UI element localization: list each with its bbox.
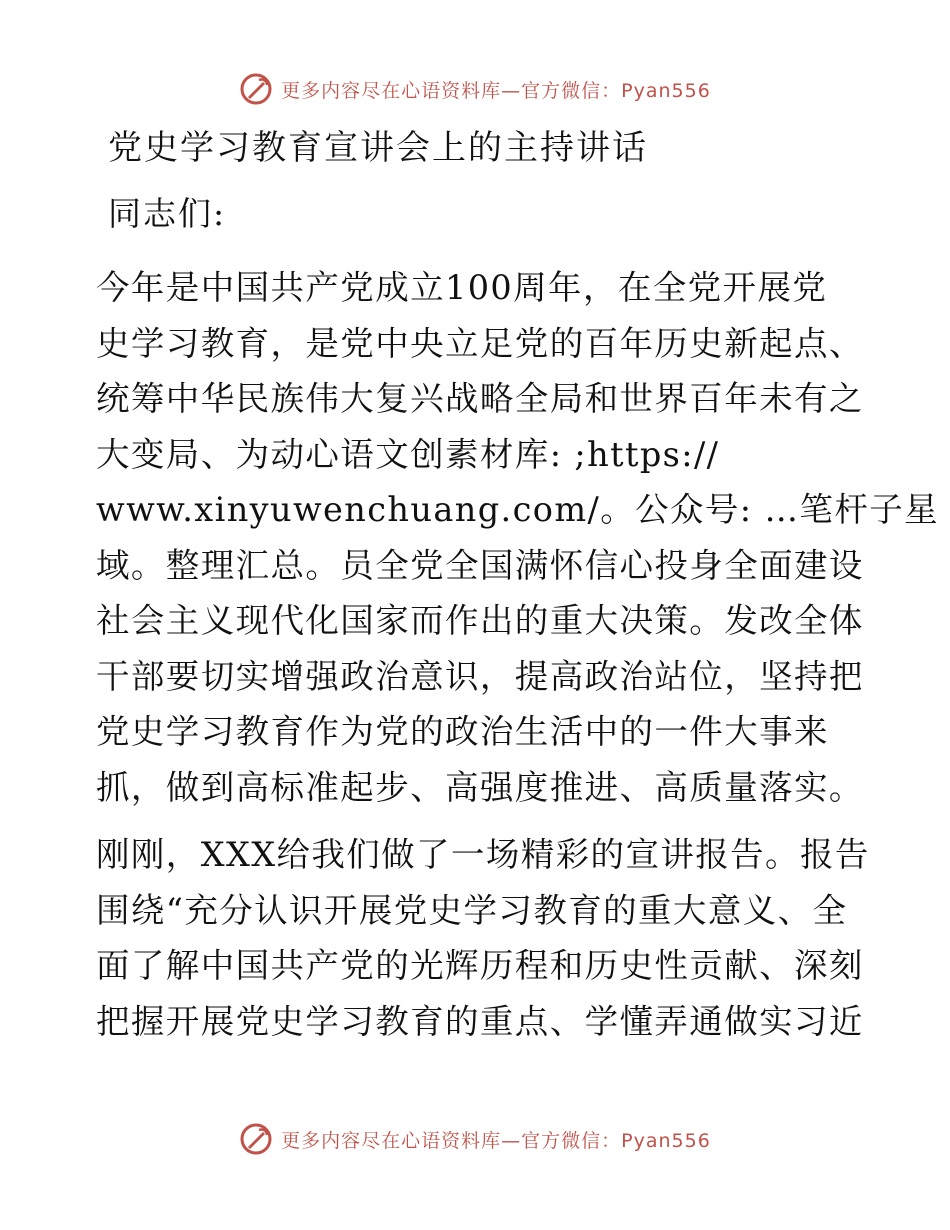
paragraph-1 [96, 260, 940, 815]
document-body [96, 118, 940, 1049]
text-line: 今年是中国共产党成立100周年，在全党开展党 [96, 268, 828, 307]
header-watermark [0, 72, 950, 106]
text-line: 党史学习教育作为党的政治生活中的一件大事来 [96, 712, 829, 751]
watermark-text: 更多内容尽在心语资料库—官方微信：Pyan556 [281, 79, 711, 102]
text-line: 社会主义现代化国家而作出的重大决策。发改全体 [96, 601, 864, 640]
paragraph-2 [96, 827, 870, 1049]
quill-logo-icon [239, 1122, 273, 1156]
watermark-text: 更多内容尽在心语资料库—官方微信：Pyan556 [281, 1129, 711, 1152]
text-line: 抓，做到高标准起步、高强度推进、高质量落实。 [96, 767, 864, 807]
text-line: 围绕“充分认识开展党史学习教育的重大意义、全 [96, 890, 848, 930]
text-line: 域。整理汇总。员全党全国满怀信心投身全面建设 [96, 545, 864, 585]
text-line: 史学习教育，是党中央立足党的百年历史新起点、 [96, 323, 864, 363]
document-title: 党史学习教育宣讲会上的主持讲话 [108, 128, 648, 168]
text-line: 干部要切实增强政治意识，提高政治站位，坚持把 [96, 656, 864, 696]
text-line: 大变局、为动心语文创素材库: ;https:// [96, 434, 720, 474]
text-line: 把握开展党史学习教育的重点、学懂弄通做实习近 [96, 1001, 864, 1041]
footer-watermark [0, 1122, 950, 1156]
text-line: 面了解中国共产党的光辉历程和历史性贡献、深刻 [96, 946, 864, 985]
salutation: 同志们: [108, 194, 227, 233]
text-line: 刚刚，XXX给我们做了一场精彩的宣讲报告。报告 [96, 835, 870, 874]
text-line: 统筹中华民族伟大复兴战略全局和世界百年未有之 [96, 379, 864, 418]
text-line: www.xinyuwenchuang.com/。公众号: …笔杆子星 [96, 490, 940, 529]
quill-logo-icon [239, 72, 273, 106]
